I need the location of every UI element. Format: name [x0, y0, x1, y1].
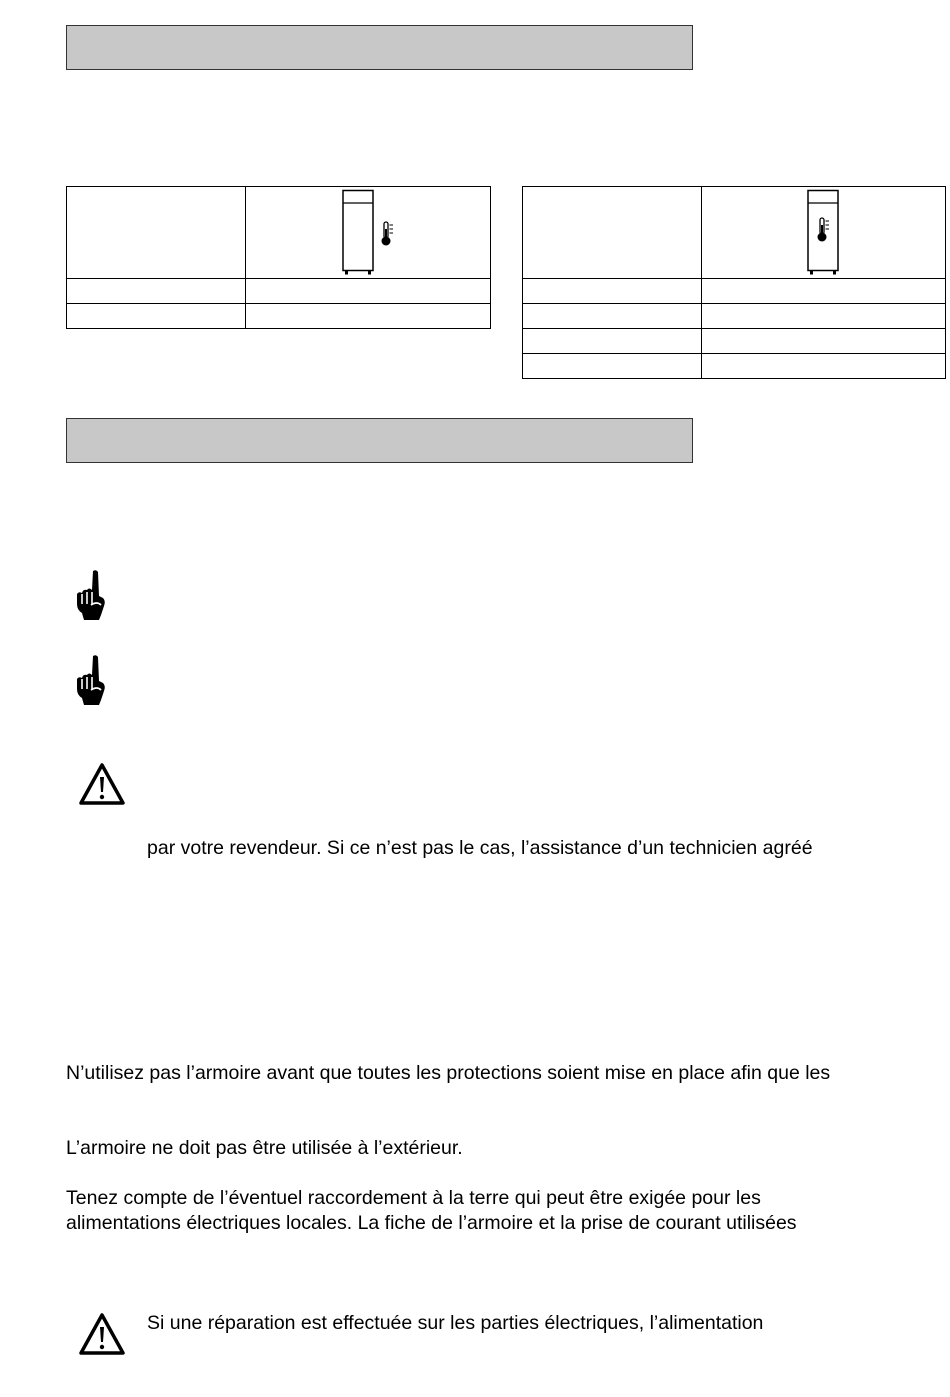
table-cell — [523, 354, 702, 379]
text-line-protections: N’utilisez pas l’armoire avant que toutes les protections soient mise en place afin que les — [66, 1062, 831, 1084]
refrigerator-thermometer-icon — [341, 189, 411, 277]
table-cell — [702, 354, 946, 379]
text-line-terre-2: alimentations électriques locales. La fiche de l’armoire et la prise de courant utilisées — [66, 1212, 797, 1234]
table-cell — [523, 329, 702, 354]
spec-table-left-header-label — [67, 187, 246, 279]
warning-triangle-icon — [78, 762, 126, 806]
spec-table-right-header-image — [702, 187, 946, 279]
spec-table-left-header-image — [246, 187, 491, 279]
refrigerator-thermometer-icon — [806, 189, 846, 277]
section-header-bar-2 — [66, 418, 693, 463]
table-cell — [67, 279, 246, 304]
table-cell — [702, 329, 946, 354]
table-cell — [523, 304, 702, 329]
table-cell — [702, 304, 946, 329]
spec-table-right-header-label — [523, 187, 702, 279]
spec-table-right — [522, 186, 946, 379]
table-cell — [246, 304, 491, 329]
section-header-bar-1 — [66, 25, 693, 70]
table-cell — [523, 279, 702, 304]
warning-triangle-icon — [78, 1312, 126, 1356]
table-cell — [67, 304, 246, 329]
spec-table-left — [66, 186, 491, 329]
pointing-hand-icon — [72, 653, 110, 707]
text-line-revendeur: par votre revendeur. Si ce n’est pas le cas, l’assistance d’un technicien agréé — [147, 837, 813, 859]
table-cell — [246, 279, 491, 304]
text-line-terre-1: Tenez compte de l’éventuel raccordement à la terre qui peut être exigée pour les — [66, 1187, 761, 1209]
pointing-hand-icon — [72, 568, 110, 622]
text-line-exterieur: L’armoire ne doit pas être utilisée à l’extérieur. — [66, 1137, 463, 1159]
text-line-reparation: Si une réparation est effectuée sur les parties électriques, l’alimentation — [147, 1312, 764, 1334]
table-cell — [702, 279, 946, 304]
